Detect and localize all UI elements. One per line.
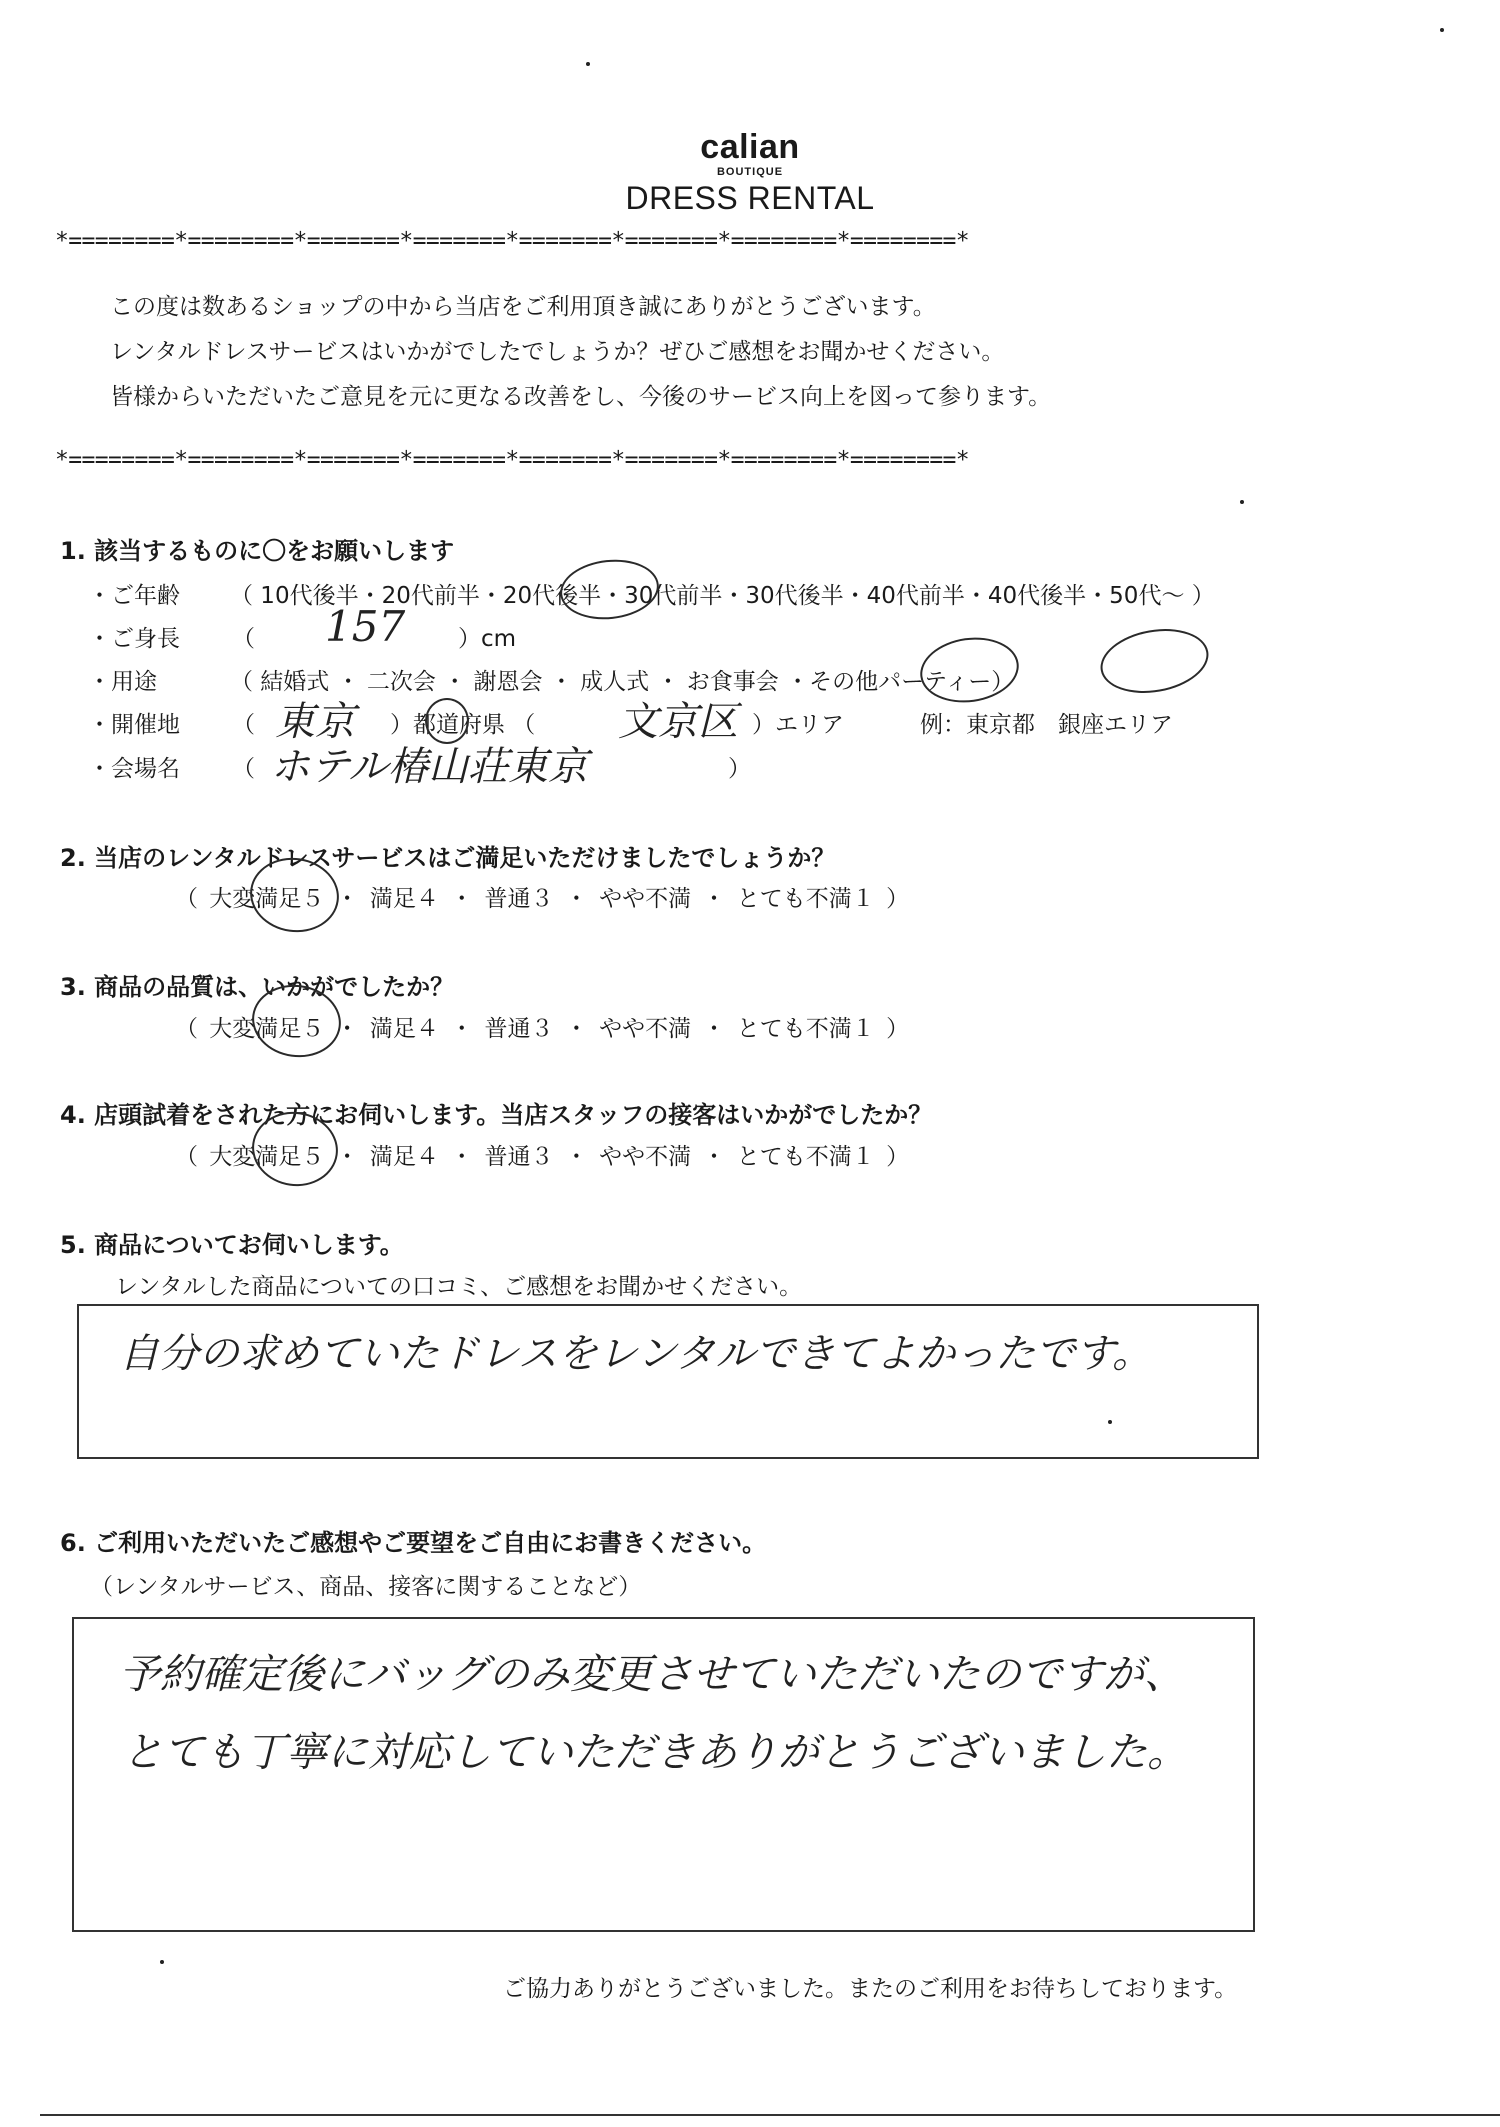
separator-top: *========*========*=======*=======*=======*=======*========*========* <box>55 228 970 254</box>
location-example: 例：東京都 銀座エリア <box>920 712 1173 738</box>
scan-speck <box>586 62 590 66</box>
q6-answer-line-2: とても丁寧に対応していただきありがとうございました。 <box>122 1728 1188 1776</box>
q2-options: （ 大変満足５ ・ 満足４ ・ 普通３ ・ やや不満 ・ とても不満１ ） <box>175 886 910 912</box>
intro-line-2: レンタルドレスサービスはいかがでしたでしょうか？ぜひご感想をお聞かせください。 <box>110 339 1005 365</box>
q2-title: 2. 当店のレンタルドレスサービスはご満足いただけましたでしょうか？ <box>60 844 836 872</box>
scan-speck <box>1108 1420 1112 1424</box>
location-prefecture-value: 東京 <box>275 699 355 745</box>
scan-speck <box>160 1960 164 1964</box>
footer-thanks: ご協力ありがとうございました。またのご利用をお待ちしております。 <box>503 1976 1238 2002</box>
separator-bottom: *========*========*=======*=======*=======*=======*========*========* <box>55 447 970 473</box>
page-title: DRESS RENTAL <box>625 180 875 216</box>
q5-answer-text: 自分の求めていたドレスをレンタルできてよかったです。 <box>119 1331 1152 1377</box>
q6-subtitle: （レンタルサービス、商品、接客に関することなど） <box>90 1574 642 1600</box>
q6-answer-line-1: 予約確定後にバッグのみ変更させていただいたのですが、 <box>119 1650 1185 1698</box>
q1-title: 1. 該当するものに〇をお願いします <box>60 537 455 565</box>
venue-close: ） <box>728 756 751 782</box>
purpose-options: （ 結婚式 ・ 二次会 ・ 謝恩会 ・ 成人式 ・ お食事会 ・その他パーティー） <box>230 669 1015 695</box>
height-value: 157 <box>325 602 406 651</box>
intro-line-3: 皆様からいただいたご意見を元に更なる改善をし、今後のサービス向上を図って参ります。 <box>110 384 1052 410</box>
scan-speck <box>1440 28 1444 32</box>
age-label: ・ご年齢 <box>88 583 180 609</box>
brand-logo: calian <box>700 128 800 166</box>
bottom-rule <box>40 2114 1500 2116</box>
intro-line-1: この度は数あるショップの中から当店をご利用頂き誠にありがとうございます。 <box>110 294 936 320</box>
purpose-party-circle <box>1095 621 1213 701</box>
location-area-suffix: ）エリア <box>752 712 844 738</box>
venue-value: ホテル椿山荘東京 <box>270 744 588 790</box>
q4-options: （ 大変満足５ ・ 満足４ ・ 普通３ ・ やや不満 ・ とても不満１ ） <box>175 1144 910 1170</box>
scan-speck <box>1240 500 1244 504</box>
height-open: （ <box>232 626 255 652</box>
q4-title: 4. 店頭試着をされた方にお伺いします。当店スタッフの接客はいかがでしたか？ <box>60 1101 933 1129</box>
q5-answer-box <box>77 1304 1259 1459</box>
age-selection-circle <box>557 555 662 624</box>
location-label: ・開催地 <box>88 712 180 738</box>
q3-options: （ 大変満足５ ・ 満足４ ・ 普通３ ・ やや不満 ・ とても不満１ ） <box>175 1016 910 1042</box>
q5-title: 5. 商品についてお伺いします。 <box>60 1231 404 1259</box>
venue-label: ・会場名 <box>88 756 180 782</box>
purpose-label: ・用途 <box>88 669 157 695</box>
q3-title: 3. 商品の品質は、いかがでしたか？ <box>60 973 455 1001</box>
brand-sub: BOUTIQUE <box>716 166 784 178</box>
venue-open: （ <box>232 756 255 782</box>
q6-answer-box <box>72 1617 1255 1932</box>
purpose-dining-circle <box>916 631 1023 708</box>
q6-title: 6. ご利用いただいたご感想やご要望をご自由にお書きください。 <box>60 1529 767 1557</box>
height-close: ）cm <box>458 626 517 652</box>
age-options: （ 10代後半・20代前半・20代後半・30代前半・30代後半・40代前半・40代後半・50代〜 ） <box>230 583 1215 609</box>
prefecture-circle <box>425 698 469 744</box>
location-area-value: 文京区 <box>618 699 738 745</box>
height-label: ・ご身長 <box>88 626 180 652</box>
q5-subtitle: レンタルした商品についての口コミ、ご感想をお聞かせください。 <box>115 1274 803 1300</box>
location-prefecture-suffix: ）都道府県 （ <box>390 712 536 738</box>
location-open: （ <box>232 712 255 738</box>
